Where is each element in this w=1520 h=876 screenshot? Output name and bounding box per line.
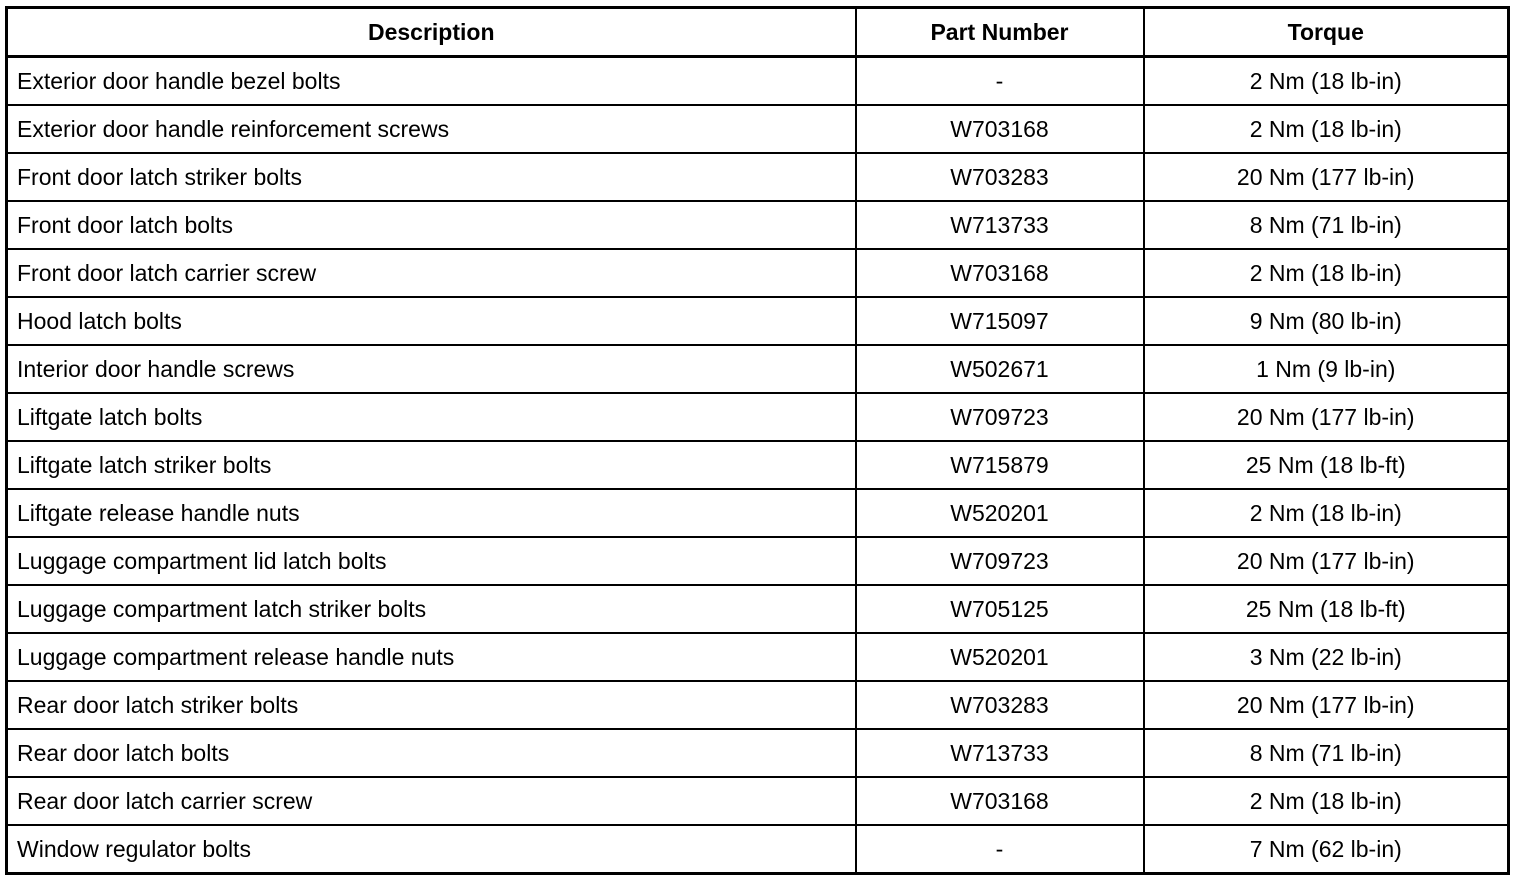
- torque-cell: 25 Nm (18 lb-ft): [1144, 441, 1509, 489]
- description-cell: Front door latch bolts: [7, 201, 856, 249]
- torque-cell: 3 Nm (22 lb-in): [1144, 633, 1509, 681]
- table-row: [7, 345, 1509, 393]
- description-cell: Liftgate latch striker bolts: [7, 441, 856, 489]
- table-row: [7, 633, 1509, 681]
- torque-cell: 1 Nm (9 lb-in): [1144, 345, 1509, 393]
- description-cell: Interior door handle screws: [7, 345, 856, 393]
- table-row: [7, 105, 1509, 153]
- torque-cell: 2 Nm (18 lb-in): [1144, 57, 1509, 106]
- description-cell: Front door latch carrier screw: [7, 249, 856, 297]
- part-number-cell: W520201: [856, 489, 1144, 537]
- torque-cell: 2 Nm (18 lb-in): [1144, 777, 1509, 825]
- description-cell: Hood latch bolts: [7, 297, 856, 345]
- table-row: [7, 201, 1509, 249]
- table-row: [7, 441, 1509, 489]
- table-row: [7, 681, 1509, 729]
- description-cell: Exterior door handle reinforcement screws: [7, 105, 856, 153]
- part-number-cell: W715097: [856, 297, 1144, 345]
- part-number-cell: W713733: [856, 729, 1144, 777]
- part-number-cell: W703168: [856, 777, 1144, 825]
- description-cell: Rear door latch striker bolts: [7, 681, 856, 729]
- description-cell: Luggage compartment lid latch bolts: [7, 537, 856, 585]
- table-row: [7, 57, 1509, 106]
- description-column-header: Description: [7, 8, 856, 57]
- torque-cell: 25 Nm (18 lb-ft): [1144, 585, 1509, 633]
- table-row: [7, 297, 1509, 345]
- table-row: [7, 585, 1509, 633]
- part-number-cell: W713733: [856, 201, 1144, 249]
- part-number-cell: W703168: [856, 105, 1144, 153]
- description-cell: Exterior door handle bezel bolts: [7, 57, 856, 106]
- table-row: [7, 825, 1509, 874]
- part-number-cell: W703283: [856, 153, 1144, 201]
- table-row: [7, 249, 1509, 297]
- part-number-cell: W502671: [856, 345, 1144, 393]
- table-row: [7, 393, 1509, 441]
- description-cell: Liftgate latch bolts: [7, 393, 856, 441]
- torque-cell: 7 Nm (62 lb-in): [1144, 825, 1509, 874]
- torque-cell: 2 Nm (18 lb-in): [1144, 489, 1509, 537]
- part-number-column-header: Part Number: [856, 8, 1144, 57]
- torque-cell: 20 Nm (177 lb-in): [1144, 681, 1509, 729]
- part-number-cell: W520201: [856, 633, 1144, 681]
- torque-cell: 2 Nm (18 lb-in): [1144, 105, 1509, 153]
- part-number-cell: W703283: [856, 681, 1144, 729]
- table-row: [7, 729, 1509, 777]
- torque-cell: 8 Nm (71 lb-in): [1144, 201, 1509, 249]
- torque-cell: 20 Nm (177 lb-in): [1144, 537, 1509, 585]
- description-cell: Rear door latch carrier screw: [7, 777, 856, 825]
- description-cell: Front door latch striker bolts: [7, 153, 856, 201]
- description-cell: Window regulator bolts: [7, 825, 856, 874]
- torque-cell: 20 Nm (177 lb-in): [1144, 153, 1509, 201]
- torque-cell: 20 Nm (177 lb-in): [1144, 393, 1509, 441]
- description-cell: Liftgate release handle nuts: [7, 489, 856, 537]
- description-cell: Luggage compartment latch striker bolts: [7, 585, 856, 633]
- table-row: [7, 777, 1509, 825]
- table-row: [7, 537, 1509, 585]
- description-cell: Rear door latch bolts: [7, 729, 856, 777]
- part-number-cell: -: [856, 825, 1144, 874]
- table-header-row: [7, 8, 1509, 57]
- part-number-cell: W715879: [856, 441, 1144, 489]
- part-number-cell: -: [856, 57, 1144, 106]
- table-row: [7, 153, 1509, 201]
- torque-cell: 8 Nm (71 lb-in): [1144, 729, 1509, 777]
- part-number-cell: W709723: [856, 393, 1144, 441]
- torque-specification-table: [5, 6, 1510, 875]
- torque-cell: 2 Nm (18 lb-in): [1144, 249, 1509, 297]
- torque-cell: 9 Nm (80 lb-in): [1144, 297, 1509, 345]
- torque-column-header: Torque: [1144, 8, 1509, 57]
- part-number-cell: W703168: [856, 249, 1144, 297]
- description-cell: Luggage compartment release handle nuts: [7, 633, 856, 681]
- part-number-cell: W705125: [856, 585, 1144, 633]
- part-number-cell: W709723: [856, 537, 1144, 585]
- table-row: [7, 489, 1509, 537]
